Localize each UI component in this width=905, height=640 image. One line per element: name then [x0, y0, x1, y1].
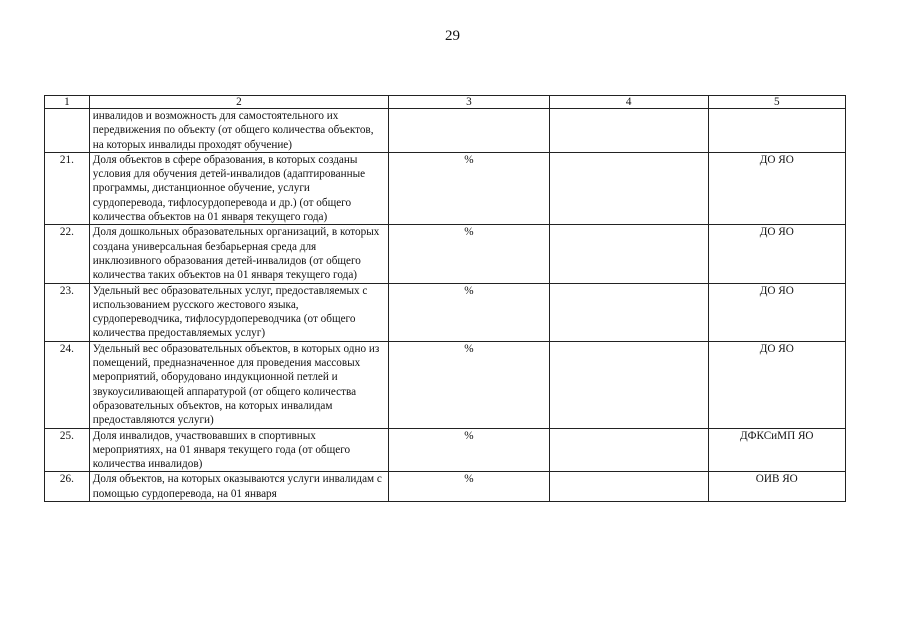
value-cell — [549, 283, 708, 341]
unit-cell: % — [389, 341, 550, 428]
row-number: 25. — [45, 428, 90, 472]
responsible-cell: ДО ЯО — [708, 225, 845, 283]
table-row — [45, 109, 846, 153]
value-cell — [549, 472, 708, 502]
responsible-cell: ДО ЯО — [708, 341, 845, 428]
table-row — [45, 472, 846, 502]
indicator-text: Доля инвалидов, участвовавших в спортивных мероприятиях, на 01 января текущего года (от общего количества инвалидов) — [89, 428, 388, 472]
table-row — [45, 152, 846, 224]
table-row — [45, 341, 846, 428]
indicator-text: инвалидов и возможность для самостоятельного их передвижения по объекту (от общего количества объектов, на которых инвалиды проходят обучение) — [89, 109, 388, 153]
unit-cell: % — [389, 283, 550, 341]
responsible-cell: ДО ЯО — [708, 283, 845, 341]
responsible-cell: ОИВ ЯО — [708, 472, 845, 502]
value-cell — [549, 152, 708, 224]
indicator-text: Удельный вес образовательных объектов, в которых одно из помещений, предназначенное для проведения массовых мероприятий, оборудовано индукционной петлей и звукоусиливающей аппаратурой (от общего количества образовательных объектов, на которых инвалидам предоставляются услуги) — [89, 341, 388, 428]
table-header-row — [45, 96, 846, 109]
table-row — [45, 428, 846, 472]
indicators-table — [44, 95, 846, 502]
unit-cell: % — [389, 428, 550, 472]
row-number — [45, 109, 90, 153]
row-number: 21. — [45, 152, 90, 224]
column-header-4: 4 — [549, 96, 708, 109]
indicator-text: Доля объектов, на которых оказываются услуги инвалидам с помощью сурдоперевода, на 01 января — [89, 472, 388, 502]
column-header-5: 5 — [708, 96, 845, 109]
value-cell — [549, 341, 708, 428]
unit-cell: % — [389, 152, 550, 224]
unit-cell: % — [389, 472, 550, 502]
row-number: 22. — [45, 225, 90, 283]
column-header-2: 2 — [89, 96, 388, 109]
responsible-cell — [708, 109, 845, 153]
indicator-text: Доля дошкольных образовательных организаций, в которых создана универсальная безбарьерная среда для инклюзивного образования детей-инвалидов (от общего количества таких объектов на 01 января текущего года) — [89, 225, 388, 283]
unit-cell: % — [389, 225, 550, 283]
row-number: 26. — [45, 472, 90, 502]
value-cell — [549, 428, 708, 472]
row-number: 23. — [45, 283, 90, 341]
column-header-3: 3 — [389, 96, 550, 109]
responsible-cell: ДФКСиМП ЯО — [708, 428, 845, 472]
value-cell — [549, 109, 708, 153]
indicator-text: Доля объектов в сфере образования, в которых созданы условия для обучения детей-инвалидов (адаптированные программы, дистанционное обучение, услуги сурдоперевода, тифлосурдоперевода и др.) (от общего количества объектов на 01 января текущего года) — [89, 152, 388, 224]
responsible-cell: ДО ЯО — [708, 152, 845, 224]
page-number: 29 — [445, 28, 460, 44]
table-row — [45, 283, 846, 341]
column-header-1: 1 — [45, 96, 90, 109]
value-cell — [549, 225, 708, 283]
table-row — [45, 225, 846, 283]
row-number: 24. — [45, 341, 90, 428]
indicator-text: Удельный вес образовательных услуг, предоставляемых с использованием русского жестового языка, сурдопереводчика, тифлосурдопереводчика (от общего количества предоставляемых услуг) — [89, 283, 388, 341]
unit-cell — [389, 109, 550, 153]
